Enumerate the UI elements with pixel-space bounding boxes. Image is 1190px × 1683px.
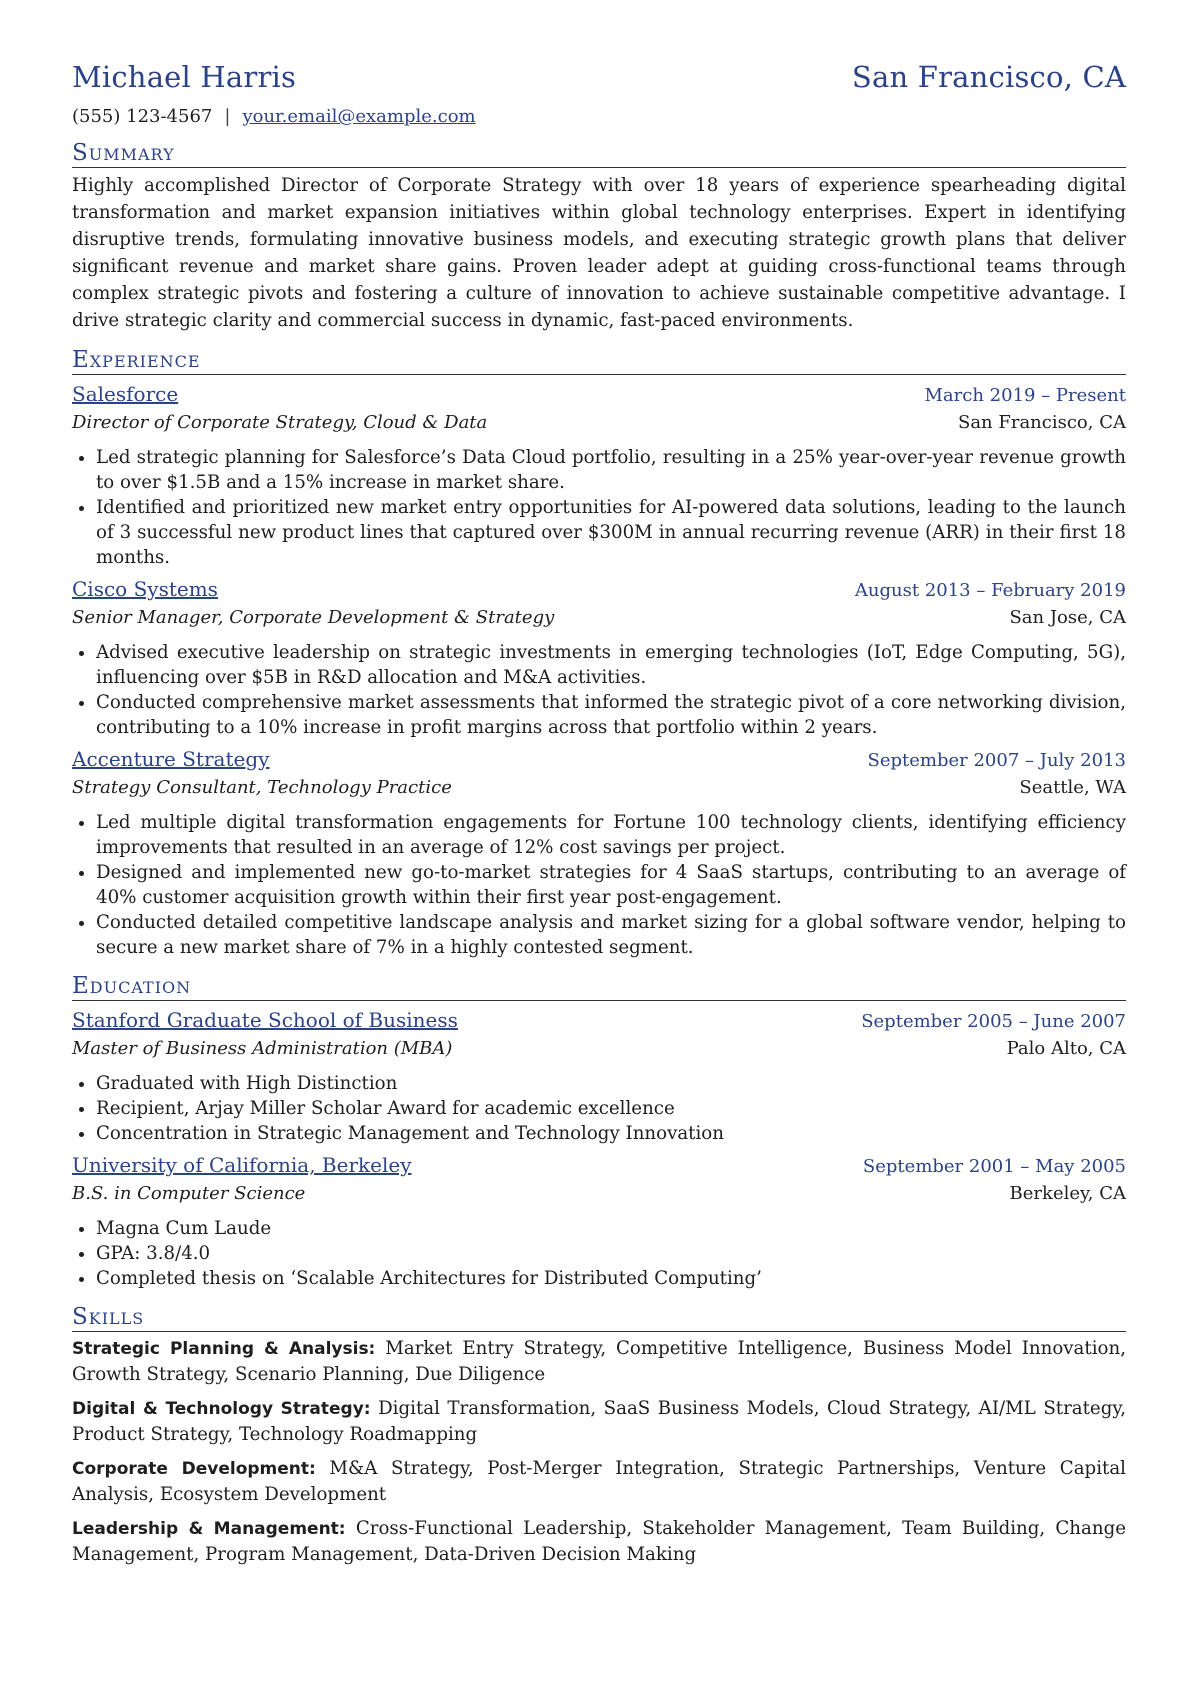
school-link[interactable]: Stanford Graduate School of Business xyxy=(72,1008,458,1032)
study-dates: September 2001 – May 2005 xyxy=(862,1156,1126,1177)
contact-line xyxy=(72,106,1126,127)
skill-group xyxy=(72,1396,1126,1447)
job-location: San Jose, CA xyxy=(1009,607,1126,628)
skill-group xyxy=(72,1336,1126,1387)
section-title-skills: Skills xyxy=(72,1303,1126,1332)
experience-entry xyxy=(72,746,1126,960)
skill-items: Digital Transformation, SaaS Business Models, Cloud Strategy, AI/ML Strategy, Product Strategy, Technology Roadmapping xyxy=(72,1398,1126,1445)
candidate-location: San Francisco, CA xyxy=(851,60,1126,94)
skill-group xyxy=(72,1516,1126,1567)
skill-items: Market Entry Strategy, Competitive Intelligence, Business Model Innovation, Growth Strategy, Scenario Planning, Due Diligence xyxy=(72,1338,1126,1385)
section-title-education: Education xyxy=(72,972,1126,1001)
achievement-item: • Conducted comprehensive market assessments that informed the strategic pivot of a core networking division, contributing to a 10% increase in profit margins across that portfolio within 2 years. xyxy=(96,690,1126,740)
contact-separator: | xyxy=(224,106,231,127)
candidate-name: Michael Harris xyxy=(72,60,297,94)
education-section xyxy=(72,972,1126,1291)
employer-link[interactable]: Salesforce xyxy=(72,382,179,406)
employment-dates: September 2007 – July 2013 xyxy=(867,750,1126,771)
experience-entry xyxy=(72,576,1126,740)
job-title: Director of Corporate Strategy, Cloud & Data xyxy=(72,412,488,433)
education-detail-list xyxy=(72,1216,1126,1291)
education-detail-item: • Magna Cum Laude xyxy=(96,1216,1126,1241)
summary-text: Highly accomplished Director of Corporate Strategy with over 18 years of experience spearheading digital transformation and market expansion initiatives within global technology enterprises. Expert in identifying disruptive trends, formulating innovative business models, and executing strategic growth plans that deliver significant revenue and market share gains. Proven leader adept at guiding cross-functional teams through complex strategic pivots and fostering a culture of innovation to achieve sustainable competitive advantage. I drive strategic clarity and commercial success in dynamic, fast-paced environments. xyxy=(72,175,1126,331)
skill-items: M&A Strategy, Post-Merger Integration, Strategic Partnerships, Venture Capital Analysis, Ecosystem Development xyxy=(72,1458,1126,1505)
achievement-item: • Led multiple digital transformation engagements for Fortune 100 technology clients, identifying efficiency improvements that resulted in an average of 12% cost savings per project. xyxy=(96,810,1126,860)
skill-items: Cross-Functional Leadership, Stakeholder Management, Team Building, Change Management, Program Management, Data-Driven Decision Making xyxy=(72,1518,1126,1565)
degree-title: Master of Business Administration (MBA) xyxy=(72,1038,453,1059)
experience-section xyxy=(72,346,1126,960)
experience-entry xyxy=(72,381,1126,570)
skills-section xyxy=(72,1303,1126,1567)
education-entry xyxy=(72,1007,1126,1146)
summary-section xyxy=(72,139,1126,334)
email-link[interactable]: your.email@example.com xyxy=(242,106,476,127)
job-title: Strategy Consultant, Technology Practice xyxy=(72,777,452,798)
resume-page xyxy=(72,60,1126,1567)
job-location: Seattle, WA xyxy=(1019,777,1126,798)
achievement-list xyxy=(72,810,1126,960)
skill-category: Leadership & Management: xyxy=(72,1519,346,1539)
skill-group xyxy=(72,1456,1126,1507)
school-location: Berkeley, CA xyxy=(1009,1183,1126,1204)
achievement-item: • Identified and prioritized new market entry opportunities for AI-powered data solutions, leading to the launch of 3 successful new product lines that captured over $300M in annual recurring revenue (ARR) in their first 18 months. xyxy=(96,495,1126,570)
skill-category: Strategic Planning & Analysis: xyxy=(72,1339,376,1359)
education-detail-item: • GPA: 3.8/4.0 xyxy=(96,1241,1126,1266)
employer-link[interactable]: Cisco Systems xyxy=(72,577,218,601)
section-title-summary: Summary xyxy=(72,139,1126,168)
education-detail-item: • Graduated with High Distinction xyxy=(96,1071,1126,1096)
job-location: San Francisco, CA xyxy=(957,412,1126,433)
employer-link[interactable]: Accenture Strategy xyxy=(72,747,270,771)
achievement-item: • Designed and implemented new go-to-market strategies for 4 SaaS startups, contributing to an average of 40% customer acquisition growth within their first year post-engagement. xyxy=(96,860,1126,910)
achievement-item: • Advised executive leadership on strategic investments in emerging technologies (IoT, Edge Computing, 5G), influencing over $5B in R&D allocation and M&A activities. xyxy=(96,640,1126,690)
achievement-list xyxy=(72,445,1126,570)
study-dates: September 2005 – June 2007 xyxy=(861,1011,1126,1032)
achievement-list xyxy=(72,640,1126,740)
achievement-item: • Led strategic planning for Salesforce’s Data Cloud portfolio, resulting in a 25% year-over-year revenue growth to over $1.5B and a 15% increase in market share. xyxy=(96,445,1126,495)
job-title: Senior Manager, Corporate Development & Strategy xyxy=(72,607,555,628)
skill-category: Digital & Technology Strategy: xyxy=(72,1399,371,1419)
skills-list xyxy=(72,1336,1126,1567)
degree-title: B.S. in Computer Science xyxy=(72,1183,306,1204)
education-detail-item: • Concentration in Strategic Management and Technology Innovation xyxy=(96,1121,1126,1146)
achievement-item: • Conducted detailed competitive landscape analysis and market sizing for a global software vendor, helping to secure a new market share of 7% in a highly contested segment. xyxy=(96,910,1126,960)
education-entry xyxy=(72,1152,1126,1291)
education-detail-item: • Completed thesis on ‘Scalable Architectures for Distributed Computing’ xyxy=(96,1266,1126,1291)
employment-dates: August 2013 – February 2019 xyxy=(854,580,1126,601)
skill-category: Corporate Development: xyxy=(72,1459,316,1479)
resume-header xyxy=(72,60,1126,94)
education-detail-item: • Recipient, Arjay Miller Scholar Award for academic excellence xyxy=(96,1096,1126,1121)
education-detail-list xyxy=(72,1071,1126,1146)
phone-number: (555) 123-4567 xyxy=(72,106,213,127)
school-location: Palo Alto, CA xyxy=(1006,1038,1126,1059)
school-link[interactable]: University of California, Berkeley xyxy=(72,1153,412,1177)
section-title-experience: Experience xyxy=(72,346,1126,375)
employment-dates: March 2019 – Present xyxy=(924,385,1126,406)
